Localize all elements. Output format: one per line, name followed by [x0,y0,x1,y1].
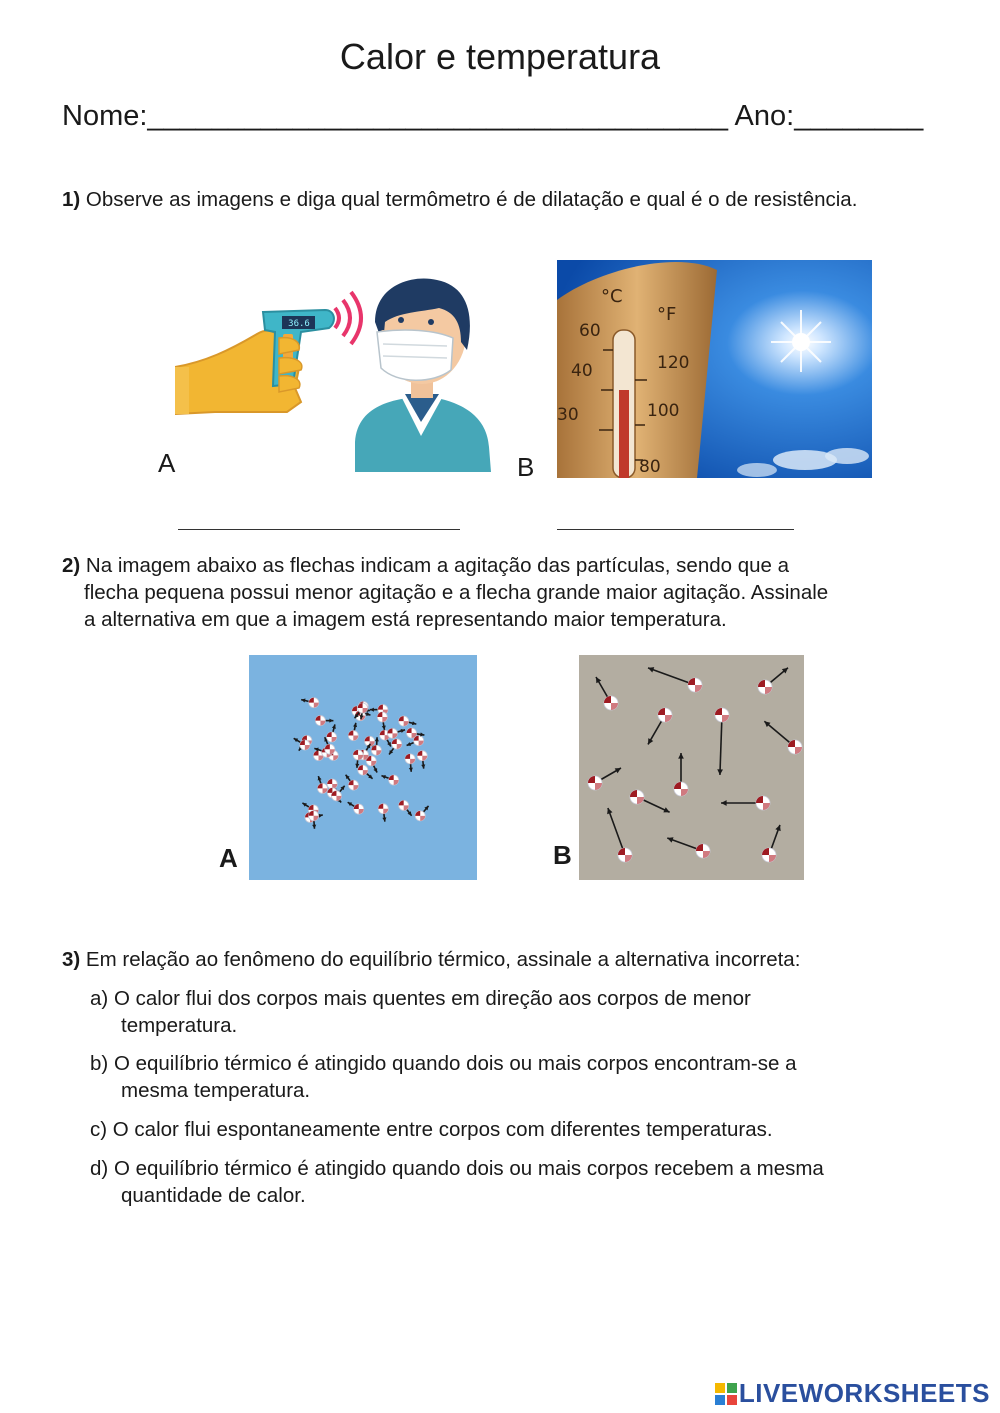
question-1-text [62,186,947,213]
year-field[interactable]: ________ [794,100,924,132]
question-3-number: 3) [62,948,81,971]
year-label: Ano: [734,100,795,132]
gun-display-text: 36.6 [288,319,310,329]
panel-b-label: B [553,840,572,870]
option-b[interactable] [90,1050,950,1104]
scale-f-unit: °F [657,304,677,325]
question-2-text [62,552,947,633]
answer-line-b[interactable] [557,529,794,530]
scale-f-120: 120 [657,353,690,373]
wooden-thermometer-image [557,260,872,478]
option-a-line-1: O calor flui dos corpos mais quentes em direção aos corpos de menor [113,987,751,1010]
option-d-letter: d) [90,1157,109,1180]
infrared-thermometer-image [175,272,495,472]
question-3-prompt: Em relação ao fenômeno do equilíbrio térmico, assinale a alternativa incorreta: [80,948,801,971]
question-2-line-3: a alternativa em que a imagem está representando maior temperatura. [84,608,727,631]
option-d-line-2: quantidade de calor. [121,1184,306,1207]
name-year-row [62,100,923,133]
liveworksheets-logo [715,1378,990,1409]
particles-panel-b[interactable] [579,655,804,880]
question-1-prompt: Observe as imagens e diga qual termômetro é de dilatação e qual é o de resistência. [80,188,858,211]
liveworksheets-logo-icon [715,1383,737,1405]
name-label: Nome: [62,100,148,132]
image-a-label: A [158,448,176,478]
particles-panel-a[interactable] [249,655,477,880]
image-b-label: B [517,452,535,482]
answer-line-a[interactable] [178,529,460,530]
liveworksheets-brand-text: LIVEWORKSHEETS [738,1378,990,1408]
question-2-line-1: Na imagem abaixo as flechas indicam a agitação das partículas, sendo que a [80,554,790,577]
question-2-line-2: flecha pequena possui menor agitação e a flecha grande maior agitação. Assinale [84,581,829,604]
option-a-letter: a) [90,987,109,1010]
page-title: Calor e temperatura [339,36,661,77]
scale-c-60: 60 [579,321,601,341]
option-a[interactable] [90,985,950,1039]
option-d-line-1: O equilíbrio térmico é atingido quando dois ou mais corpos recebem a mesma [113,1157,824,1180]
option-c-line-1: O calor flui espontaneamente entre corpos com diferentes temperaturas. [112,1118,773,1141]
option-b-line-2: mesma temperatura. [121,1079,311,1102]
question-2-number: 2) [62,554,81,577]
scale-c-30: 30 [557,405,579,425]
panel-a-label: A [219,843,238,873]
scale-c-40: 40 [571,361,593,381]
scale-f-80: 80 [639,457,661,477]
question-3-text [62,946,947,973]
question-1-number: 1) [62,188,81,211]
option-d[interactable] [90,1155,950,1209]
option-c-letter: c) [90,1118,108,1141]
scale-f-100: 100 [647,401,680,421]
option-a-line-2: temperatura. [121,1014,238,1037]
option-b-line-1: O equilíbrio térmico é atingido quando dois ou mais corpos encontram-se a [113,1052,797,1075]
option-c[interactable] [90,1116,950,1143]
scale-c-unit: °C [601,286,623,307]
option-b-letter: b) [90,1052,109,1075]
name-field[interactable]: ____________________________________ [147,100,729,132]
